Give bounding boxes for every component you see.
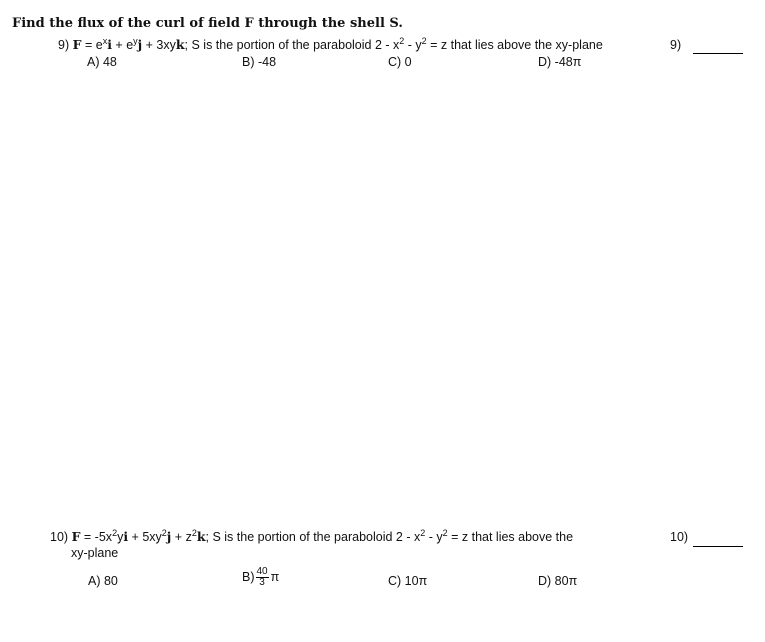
- choice-c[interactable]: C) 0: [388, 55, 412, 69]
- question-number: 9): [58, 38, 70, 52]
- choice-c[interactable]: C) 10π: [388, 574, 428, 588]
- choice-a[interactable]: A) 80: [88, 574, 118, 588]
- question-10-text-line2: xy-plane: [71, 546, 119, 560]
- question-number: 10): [50, 530, 69, 544]
- answer-blank-9[interactable]: [693, 53, 743, 54]
- choice-a[interactable]: A) 48: [87, 55, 117, 69]
- field-label: F: [72, 37, 82, 52]
- choice-d[interactable]: D) 80π: [538, 574, 578, 588]
- choice-b[interactable]: B) -48: [242, 55, 277, 69]
- answer-label-9: 9): [670, 38, 682, 52]
- answer-label-10: 10): [670, 530, 689, 544]
- fraction: $\frac{40}{3}$: [256, 566, 268, 588]
- choice-d[interactable]: D) -48π: [538, 55, 582, 69]
- page-heading: Find the flux of the curl of field F through the shell S.: [12, 16, 403, 31]
- question-10-text: 10) $F = -5x^2yi + 5xy^2j + z^2k$; S is the portion of the paraboloid $2 - x^2 - y^2 = z$ that lies above the: [50, 528, 574, 544]
- answer-blank-10[interactable]: [693, 546, 743, 547]
- field-label: F: [71, 529, 81, 544]
- question-9-text: 9) $F = e^xi + e^yj + 3xyk$; S is the portion of the paraboloid $2 - x^2 - y^2 = z$ that lies above the xy-plane: [58, 36, 603, 52]
- choice-b[interactable]: B) $\frac{40}{3}$ π: [242, 566, 280, 588]
